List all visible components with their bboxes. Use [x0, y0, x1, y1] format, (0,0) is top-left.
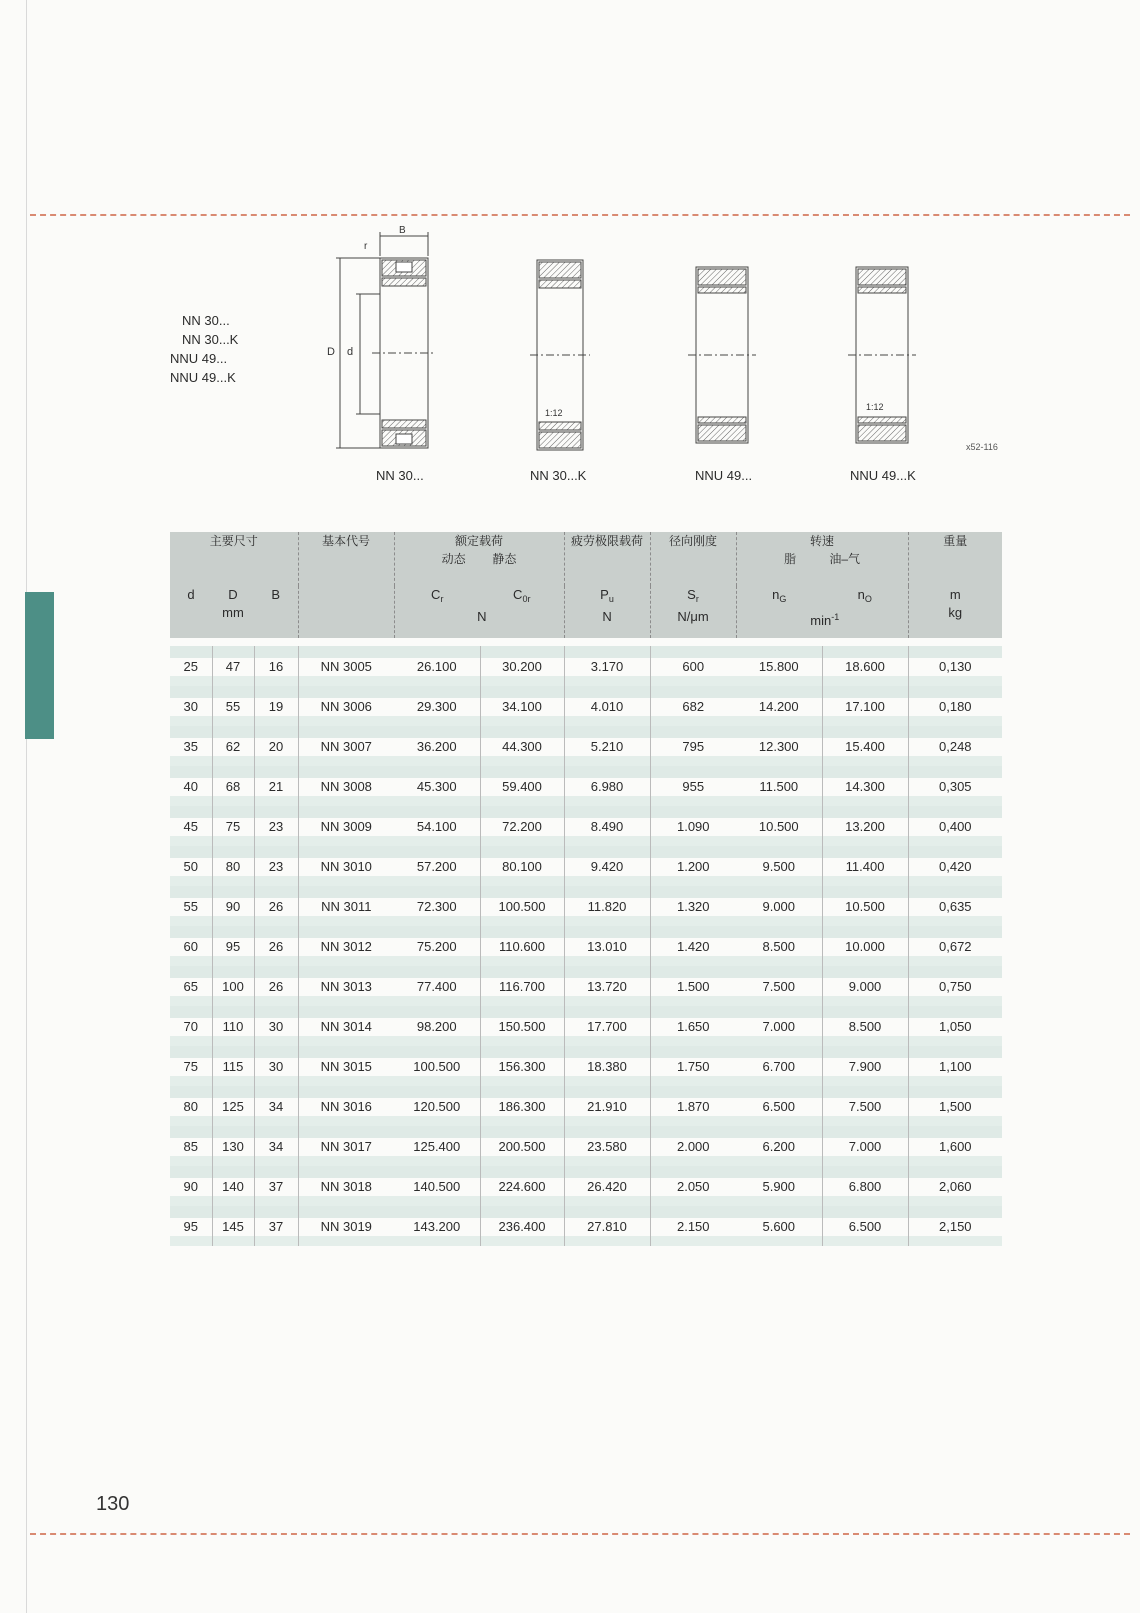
series-item: NN 30...: [182, 313, 230, 328]
cell-B: 20: [254, 726, 298, 766]
cell-cr: 72.300: [394, 886, 480, 926]
cell-ng: 6.500: [736, 1086, 822, 1126]
cell-no: 18.600: [822, 646, 908, 686]
cell-cr: 75.200: [394, 926, 480, 966]
cell-ng: 6.200: [736, 1126, 822, 1166]
cell-cr: 29.300: [394, 686, 480, 726]
cell-c0r: 44.300: [480, 726, 564, 766]
cell-B: 21: [254, 766, 298, 806]
unit-pu: $P_u$ N: [564, 586, 650, 638]
table-row: [170, 1006, 1002, 1046]
figure-label-nnu49k: NNU 49...K: [850, 468, 916, 483]
cell-cr: 36.200: [394, 726, 480, 766]
cell-no: 9.000: [822, 966, 908, 1006]
cell-d: 95: [170, 1206, 212, 1246]
cell-sr: 2.050: [650, 1166, 736, 1206]
cell-sr: 1.650: [650, 1006, 736, 1046]
cell-D: 80: [212, 846, 254, 886]
cell-pu: 18.380: [564, 1046, 650, 1086]
table-row: [170, 1126, 1002, 1166]
cell-D: 140: [212, 1166, 254, 1206]
unit-c0r: $C_{0r}$ N: [480, 586, 564, 638]
cell-m: 0,750: [908, 966, 1002, 1006]
header-load-rating: 额定载荷 动态 静态: [394, 532, 564, 586]
cell-cr: 98.200: [394, 1006, 480, 1046]
cell-cr: 26.100: [394, 646, 480, 686]
cell-c0r: 80.100: [480, 846, 564, 886]
cell-c0r: 150.500: [480, 1006, 564, 1046]
cell-no: 14.300: [822, 766, 908, 806]
cell-designation: NN 3006: [298, 686, 394, 726]
cell-D: 125: [212, 1086, 254, 1126]
cell-sr: 795: [650, 726, 736, 766]
cell-m: 0,248: [908, 726, 1002, 766]
page-number: 130: [96, 1493, 130, 1515]
dim-label-b: B: [399, 225, 406, 236]
cell-pu: 23.580: [564, 1126, 650, 1166]
cell-D: 55: [212, 686, 254, 726]
cell-sr: 1.500: [650, 966, 736, 1006]
cell-sr: 600: [650, 646, 736, 686]
cell-designation: NN 3016: [298, 1086, 394, 1126]
cell-pu: 13.010: [564, 926, 650, 966]
figure-label-nn30: NN 30...: [376, 468, 424, 483]
cell-c0r: 72.200: [480, 806, 564, 846]
series-item: NNU 49...: [170, 351, 228, 366]
cell-B: 30: [254, 1046, 298, 1086]
cell-cr: 140.500: [394, 1166, 480, 1206]
cell-cr: 100.500: [394, 1046, 480, 1086]
cell-designation: NN 3015: [298, 1046, 394, 1086]
cell-no: 8.500: [822, 1006, 908, 1046]
cell-designation: NN 3009: [298, 806, 394, 846]
cell-c0r: 156.300: [480, 1046, 564, 1086]
unit-sr: $S_r$ N/μm: [650, 586, 736, 638]
cell-d: 90: [170, 1166, 212, 1206]
unit-outer-d: D mm: [212, 586, 254, 638]
cell-d: 70: [170, 1006, 212, 1046]
cell-m: 0,180: [908, 686, 1002, 726]
table-row: [170, 846, 1002, 886]
cell-sr: 1.750: [650, 1046, 736, 1086]
cell-no: 11.400: [822, 846, 908, 886]
cell-D: 62: [212, 726, 254, 766]
bearing-nnu49k-drawing: [848, 267, 916, 443]
cell-ng: 11.500: [736, 766, 822, 806]
table-row: [170, 1206, 1002, 1246]
table-row: [170, 1166, 1002, 1206]
table-units-row: [170, 586, 1002, 638]
cell-D: 100: [212, 966, 254, 1006]
cell-pu: 11.820: [564, 886, 650, 926]
cell-no: 15.400: [822, 726, 908, 766]
cell-ng: 7.500: [736, 966, 822, 1006]
cell-ng: 14.200: [736, 686, 822, 726]
page-left-edge: [26, 0, 27, 1613]
cell-B: 26: [254, 966, 298, 1006]
cell-ng: 5.900: [736, 1166, 822, 1206]
cell-c0r: 236.400: [480, 1206, 564, 1246]
cell-sr: 682: [650, 686, 736, 726]
cell-designation: NN 3017: [298, 1126, 394, 1166]
cell-ng: 7.000: [736, 1006, 822, 1046]
cell-D: 115: [212, 1046, 254, 1086]
cell-d: 55: [170, 886, 212, 926]
table-row: [170, 686, 1002, 726]
header-weight: 重量: [908, 532, 1002, 586]
cell-c0r: 224.600: [480, 1166, 564, 1206]
cell-d: 65: [170, 966, 212, 1006]
cell-designation: NN 3007: [298, 726, 394, 766]
cell-m: 0,400: [908, 806, 1002, 846]
unit-b: B: [254, 586, 298, 638]
cell-cr: 54.100: [394, 806, 480, 846]
cell-sr: 955: [650, 766, 736, 806]
cell-m: 1,050: [908, 1006, 1002, 1046]
cell-B: 34: [254, 1086, 298, 1126]
cell-d: 40: [170, 766, 212, 806]
cell-designation: NN 3019: [298, 1206, 394, 1246]
bearing-nn30k-drawing: [530, 260, 590, 450]
table-row: [170, 1086, 1002, 1126]
cell-pu: 13.720: [564, 966, 650, 1006]
bearing-cross-section-drawings: [160, 220, 1040, 490]
cell-pu: 27.810: [564, 1206, 650, 1246]
unit-designation-blank: [298, 586, 394, 638]
cell-m: 1,600: [908, 1126, 1002, 1166]
cell-pu: 3.170: [564, 646, 650, 686]
cell-cr: 120.500: [394, 1086, 480, 1126]
cell-D: 47: [212, 646, 254, 686]
cell-B: 26: [254, 926, 298, 966]
cell-D: 95: [212, 926, 254, 966]
cell-pu: 6.980: [564, 766, 650, 806]
cell-pu: 8.490: [564, 806, 650, 846]
cell-d: 35: [170, 726, 212, 766]
cell-pu: 5.210: [564, 726, 650, 766]
table-header-row: [170, 532, 1002, 586]
cell-D: 130: [212, 1126, 254, 1166]
table-row: [170, 726, 1002, 766]
cell-sr: 1.870: [650, 1086, 736, 1126]
cell-cr: 45.300: [394, 766, 480, 806]
cell-c0r: 116.700: [480, 966, 564, 1006]
header-fatigue: 疲劳极限载荷: [564, 532, 650, 586]
cell-pu: 21.910: [564, 1086, 650, 1126]
cell-m: 1,100: [908, 1046, 1002, 1086]
cell-no: 6.800: [822, 1166, 908, 1206]
cell-ng: 9.500: [736, 846, 822, 886]
cell-B: 23: [254, 806, 298, 846]
cell-c0r: 186.300: [480, 1086, 564, 1126]
cell-m: 0,635: [908, 886, 1002, 926]
cell-B: 23: [254, 846, 298, 886]
cell-no: 17.100: [822, 686, 908, 726]
taper-label: 1:12: [545, 408, 563, 418]
cell-m: 1,500: [908, 1086, 1002, 1126]
cell-ng: 12.300: [736, 726, 822, 766]
cell-designation: NN 3005: [298, 646, 394, 686]
header-main-dims: 主要尺寸: [170, 532, 298, 586]
cell-sr: 2.150: [650, 1206, 736, 1246]
cell-c0r: 34.100: [480, 686, 564, 726]
cell-d: 80: [170, 1086, 212, 1126]
header-speed: 转速 脂 油–气: [736, 532, 908, 586]
cell-B: 19: [254, 686, 298, 726]
cell-no: 10.500: [822, 886, 908, 926]
table-row: [170, 966, 1002, 1006]
figure-label-nn30k: NN 30...K: [530, 468, 587, 483]
cell-D: 90: [212, 886, 254, 926]
table-row: [170, 806, 1002, 846]
cell-designation: NN 3011: [298, 886, 394, 926]
cell-d: 50: [170, 846, 212, 886]
cell-m: 2,150: [908, 1206, 1002, 1246]
dim-label-inner-d: d: [347, 346, 354, 358]
table-row: [170, 926, 1002, 966]
cell-d: 60: [170, 926, 212, 966]
cell-no: 7.000: [822, 1126, 908, 1166]
cell-cr: 125.400: [394, 1126, 480, 1166]
header-stiffness: 径向刚度: [650, 532, 736, 586]
cell-c0r: 200.500: [480, 1126, 564, 1166]
cell-D: 110: [212, 1006, 254, 1046]
bottom-dashed-rule: [30, 1533, 1130, 1535]
cell-cr: 77.400: [394, 966, 480, 1006]
cell-B: 30: [254, 1006, 298, 1046]
cell-sr: 1.320: [650, 886, 736, 926]
figure-label-nnu49: NNU 49...: [695, 468, 753, 483]
cell-m: 2,060: [908, 1166, 1002, 1206]
bearing-nnu49-drawing: [688, 267, 756, 443]
unit-d: d: [170, 586, 212, 638]
cell-m: 0,305: [908, 766, 1002, 806]
cell-ng: 15.800: [736, 646, 822, 686]
header-designation: 基本代号: [298, 532, 394, 586]
cell-pu: 17.700: [564, 1006, 650, 1046]
cell-no: 7.900: [822, 1046, 908, 1086]
cell-cr: 143.200: [394, 1206, 480, 1246]
cell-d: 25: [170, 646, 212, 686]
cell-D: 68: [212, 766, 254, 806]
cell-cr: 57.200: [394, 846, 480, 886]
cell-ng: 5.600: [736, 1206, 822, 1246]
cell-no: 6.500: [822, 1206, 908, 1246]
cell-designation: NN 3010: [298, 846, 394, 886]
cell-no: 10.000: [822, 926, 908, 966]
cell-B: 34: [254, 1126, 298, 1166]
chapter-side-tab: [25, 592, 54, 739]
cell-ng: 9.000: [736, 886, 822, 926]
series-item: NN 30...K: [182, 332, 239, 347]
table-body: [170, 646, 1002, 1246]
cell-d: 45: [170, 806, 212, 846]
cell-c0r: 30.200: [480, 646, 564, 686]
cell-d: 30: [170, 686, 212, 726]
cell-designation: NN 3018: [298, 1166, 394, 1206]
unit-weight: m kg: [908, 586, 1002, 638]
cell-sr: 1.200: [650, 846, 736, 886]
cell-d: 85: [170, 1126, 212, 1166]
cell-c0r: 59.400: [480, 766, 564, 806]
cell-m: 0,672: [908, 926, 1002, 966]
dim-label-r: r: [364, 241, 368, 252]
cell-D: 145: [212, 1206, 254, 1246]
unit-no: $n_O$ $\min^{-1}$: [822, 586, 908, 638]
bearing-nn30-drawing: [336, 232, 436, 448]
bearing-data-table: [170, 532, 1002, 1246]
cell-m: 0,420: [908, 846, 1002, 886]
figure-code: x52-116: [966, 442, 998, 452]
taper-label: 1:12: [866, 402, 884, 412]
cell-d: 75: [170, 1046, 212, 1086]
cell-designation: NN 3014: [298, 1006, 394, 1046]
cell-m: 0,130: [908, 646, 1002, 686]
series-item: NNU 49...K: [170, 370, 236, 385]
cell-pu: 4.010: [564, 686, 650, 726]
cell-c0r: 100.500: [480, 886, 564, 926]
top-dashed-rule: [30, 214, 1130, 216]
cell-B: 26: [254, 886, 298, 926]
cell-sr: 1.090: [650, 806, 736, 846]
cell-designation: NN 3012: [298, 926, 394, 966]
unit-cr: $C_r$: [394, 586, 480, 638]
cell-B: 37: [254, 1166, 298, 1206]
cell-c0r: 110.600: [480, 926, 564, 966]
cell-pu: 26.420: [564, 1166, 650, 1206]
dim-label-outer-d: D: [327, 346, 335, 358]
cell-sr: 2.000: [650, 1126, 736, 1166]
cell-no: 7.500: [822, 1086, 908, 1126]
bearing-drawings-svg: [160, 220, 1040, 490]
cell-sr: 1.420: [650, 926, 736, 966]
table-row: [170, 886, 1002, 926]
cell-pu: 9.420: [564, 846, 650, 886]
table-row: [170, 646, 1002, 686]
cell-B: 37: [254, 1206, 298, 1246]
cell-D: 75: [212, 806, 254, 846]
cell-designation: NN 3013: [298, 966, 394, 1006]
unit-ng: $n_G$: [736, 586, 822, 638]
table-row: [170, 1046, 1002, 1086]
cell-ng: 10.500: [736, 806, 822, 846]
cell-designation: NN 3008: [298, 766, 394, 806]
cell-ng: 8.500: [736, 926, 822, 966]
cell-ng: 6.700: [736, 1046, 822, 1086]
cell-no: 13.200: [822, 806, 908, 846]
table-row: [170, 766, 1002, 806]
cell-B: 16: [254, 646, 298, 686]
